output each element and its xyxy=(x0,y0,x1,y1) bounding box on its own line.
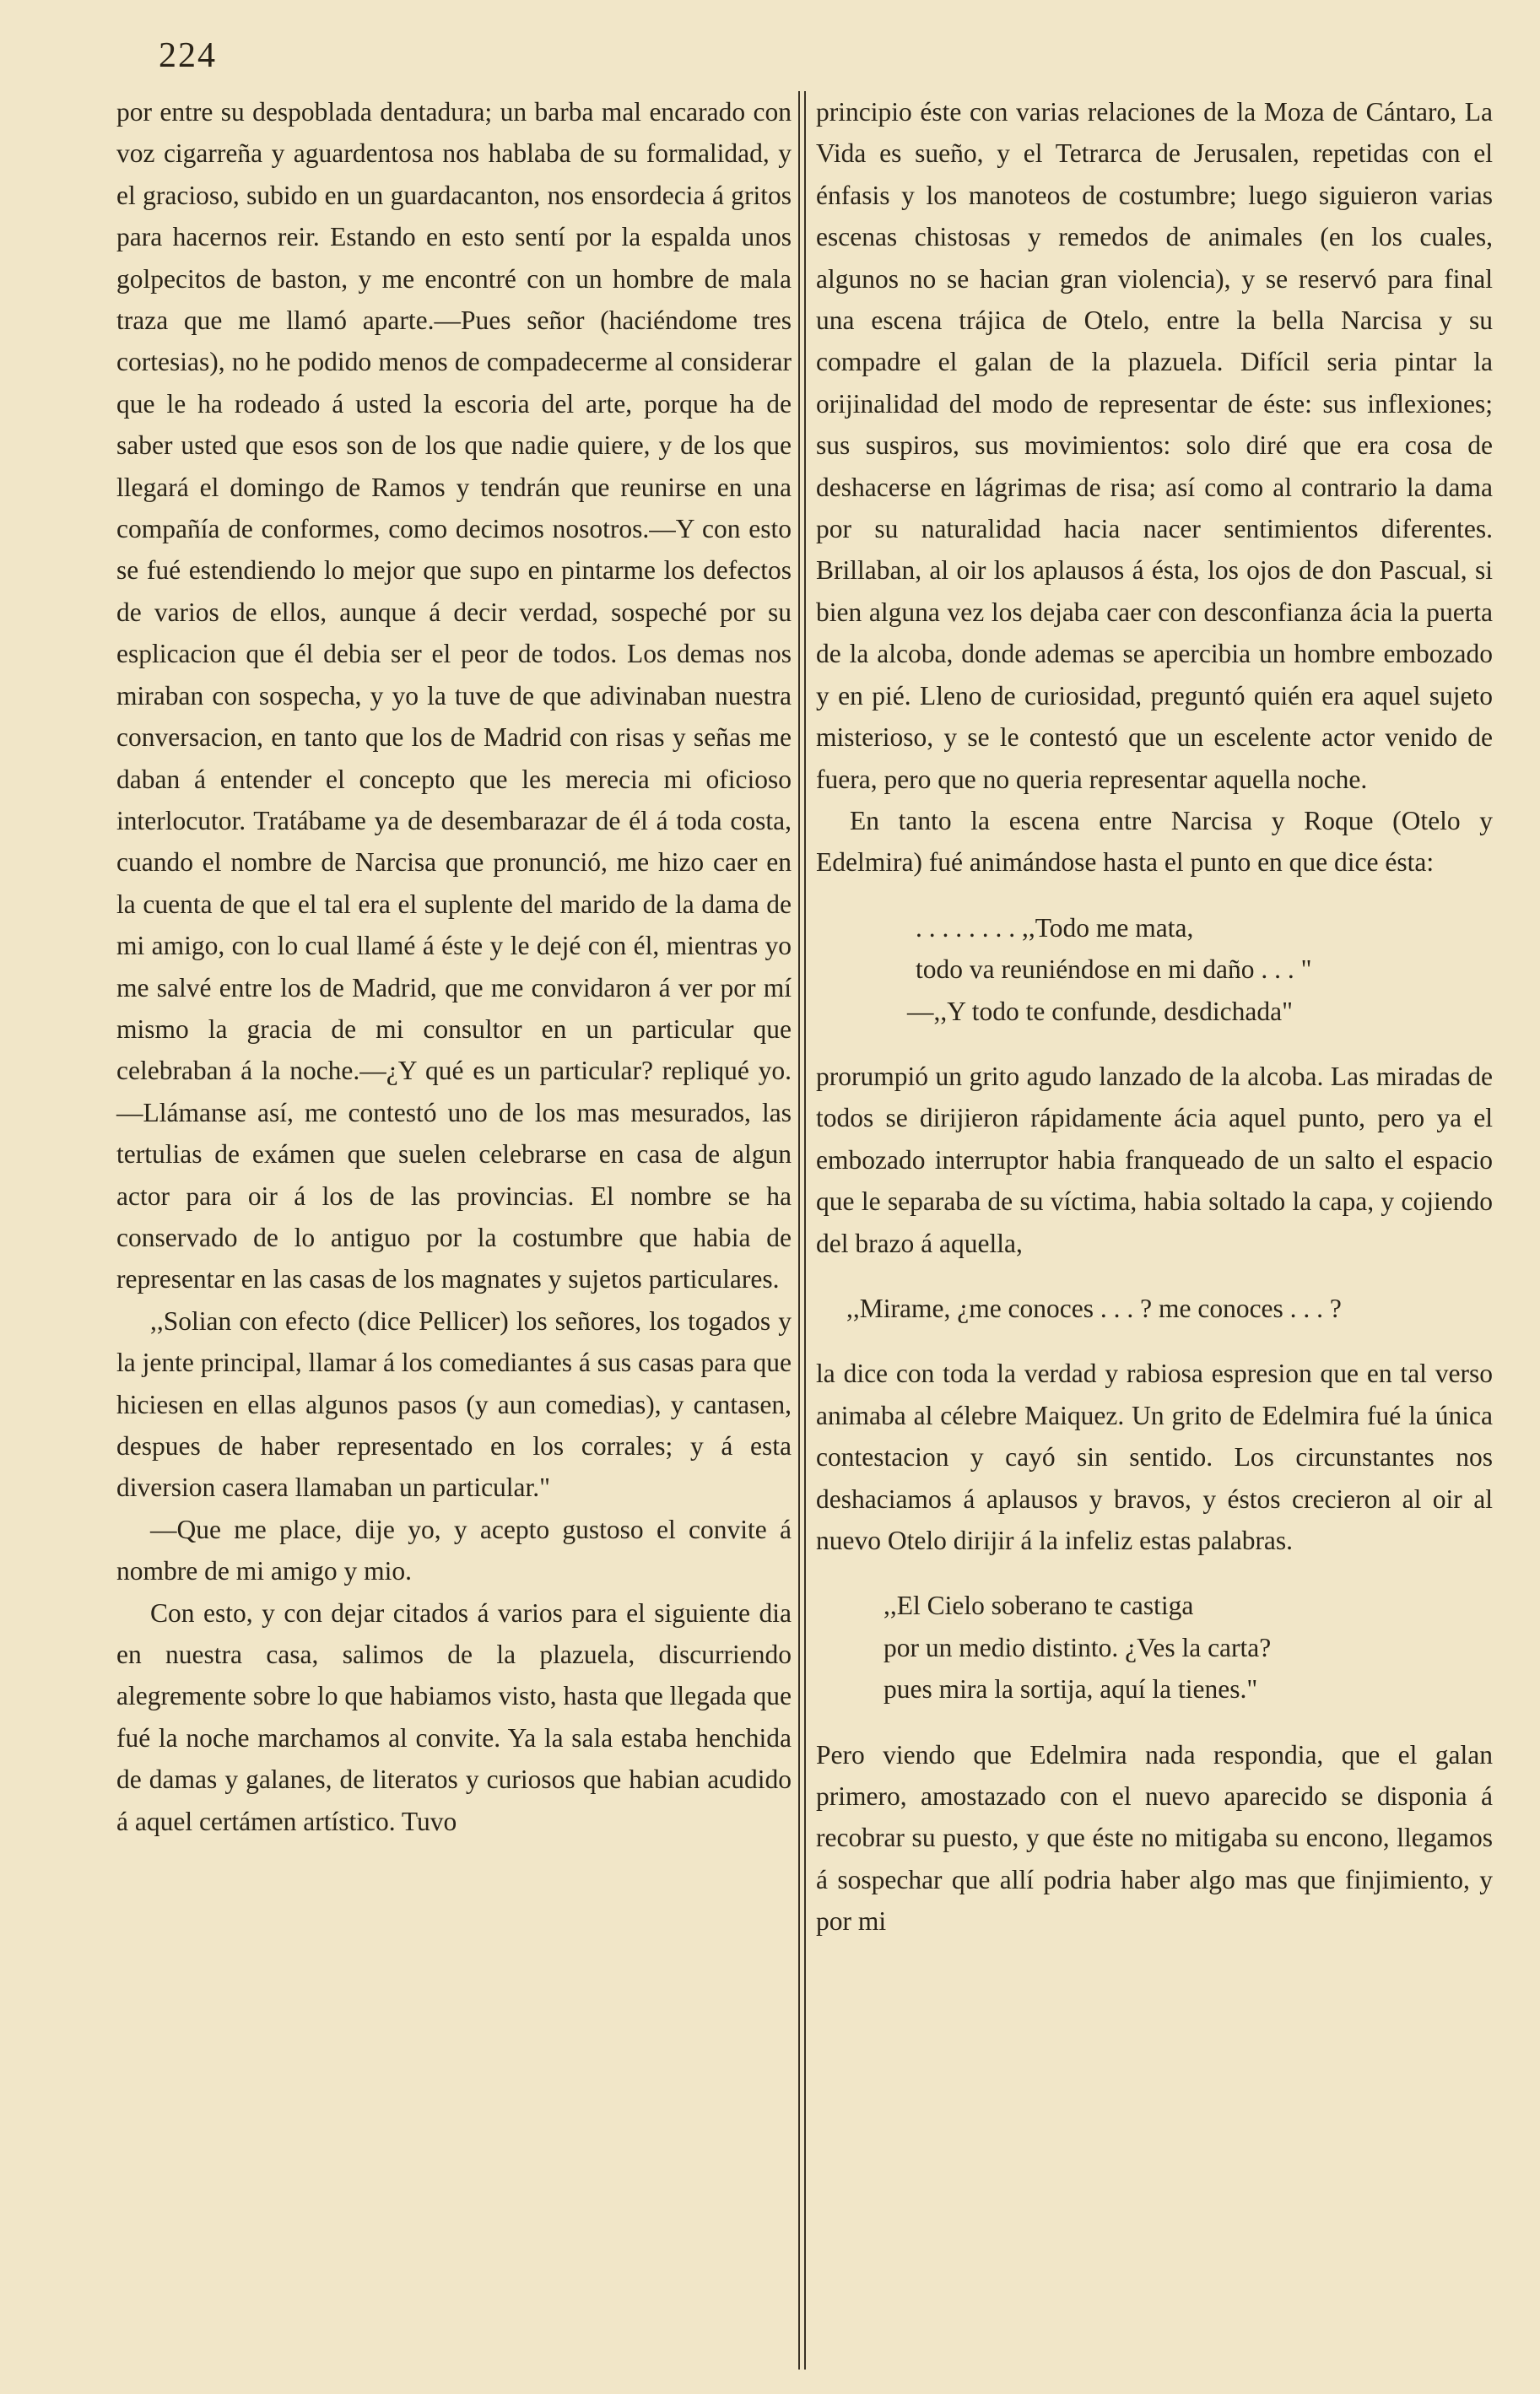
right-column xyxy=(816,91,1493,1943)
left-paragraph-3: —Que me place, dije yo, y acepto gustoso el convite á nombre de mi amigo y mio. xyxy=(116,1514,792,1586)
left-paragraph-2: ,,Solian con efecto (dice Pellicer) los señores, los togados y la jente principal, llamar á los comediantes á sus casas para que hiciesen en ellas algunos pasos (y aun comedias), y cantasen, despues de haber representado en los corrales; y á esta diversion casera llamaban un particular." xyxy=(116,1305,792,1503)
verse-line: ,,Mirame, ¿me conoces . . . ? me conoces . . . ? xyxy=(846,1293,1342,1323)
page-number: 224 xyxy=(159,36,217,75)
left-paragraph-1: por entre su despoblada dentadura; un barba mal encarado con voz cigarreña y aguardentosa nos hablaba de su formalidad, y el gracioso, subido en un guardacanton, nos ensordecia á gritos para hacernos reir. Estando en esto sentí por la espalda unos golpecitos de baston, y me encontré con un hombre de mala traza que me llamó aparte.—Pues señor (haciéndome tres cortesias), no he podido menos de compadecerme al considerar que le ha rodeado á usted la escoria del arte, porque ha de saber usted que esos son de los que nadie quiere, y de los que llegará el domingo de Ramos y tendrán que reunirse en una compañía de conformes, como decimos nosotros.—Y con esto se fué estendiendo lo mejor que supo en pintarme los defectos de varios de ellos, aunque á decir verdad, sospeché por su esplicacion que él debia ser el peor de todos. Los demas nos miraban con sospecha, y yo la tuve de que adivinaban nuestra conversacion, en tanto que los de Madrid con risas y señas me daban á entender el concepto que les merecia mi oficioso interlocutor. Tratábame ya de desembarazar de él á toda costa, cuando el nombre de Narcisa que pronunció, me hizo caer en la cuenta de que el tal era el suplente del marido de la dama de mi amigo, con lo cual llamé á éste y le dejé con él, mientras yo me salvé entre los de Madrid, que me convidaron á ver por mí mismo la gracia de mi consultor en un particular que celebraban á la noche.—¿Y qué es un particular? repliqué yo.—Llámanse así, me contestó uno de los mas mesurados, las tertulias de exámen que suelen celebrarse en casa de algun actor para oir á los de las provincias. El nombre se ha conservado de lo antiguo por la costumbre que habia de representar en las casas de los magnates y sujetos particulares. xyxy=(116,97,792,1294)
verse-line: ,,El Cielo soberano te castiga xyxy=(883,1591,1194,1621)
right-paragraph-2: En tanto la escena entre Narcisa y Roque (Otelo y Edelmira) fué animándose hasta el punto en que dice ésta: xyxy=(816,805,1493,878)
right-paragraph-3: prorumpió un grito agudo lanzado de la alcoba. Las miradas de todos se dirijieron rápidamente ácia aquel punto, pero ya el embozado interruptor habia franqueado de un salto el espacio que le separaba de su víctima, habia soltado la capa, y cojiendo del brazo á aquella, xyxy=(816,1061,1493,1258)
verse-line: —,,Y todo te confunde, desdichada" xyxy=(907,996,1293,1026)
verse-line: todo va reuniéndose en mi daño . . . " xyxy=(916,954,1312,985)
right-paragraph-4: la dice con toda la verdad y rabiosa espresion que en tal verso animaba al célebre Maiquez. Un grito de Edelmira fué la única contestacion y cayó sin sentido. Los circunstantes nos deshaciamos á aplausos y bravos, y éstos crecieron al oir al nuevo Otelo dirijir á la infeliz estas palabras. xyxy=(816,1359,1493,1555)
column-divider-left xyxy=(798,91,800,2370)
verse-line: por un medio distinto. ¿Ves la carta? xyxy=(883,1632,1272,1662)
left-column xyxy=(116,91,792,1842)
right-paragraph-1: principio éste con varias relaciones de la Moza de Cántaro, La Vida es sueño, y el Tetrarca de Jerusalen, repetidas con el énfasis y los manoteos de costumbre; luego siguieron varias escenas chistosas y remedos de animales (en los cuales, algunos no se hacian gran violencia), y se reservó para final una escena trájica de Otelo, entre la bella Narcisa y su compadre el galan de la plazuela. Difícil seria pintar la orijinalidad del modo de representar de éste: sus inflexiones; sus suspiros, sus movimientos: solo diré que era cosa de deshacerse en lágrimas de risa; así como al contrario la dama por su naturalidad hacia nacer sentimientos diferentes. Brillaban, al oir los aplausos á ésta, los ojos de don Pascual, si bien alguna vez los dejaba caer con desconfianza ácia la puerta de la alcoba, donde ademas se apercibia un hombre embozado y en pié. Lleno de curiosidad, preguntó quién era aquel sujeto misterioso, y se le contestó que un escelente actor venido de fuera, pero que no queria representar aquella noche. xyxy=(816,97,1493,794)
right-paragraph-5: Pero viendo que Edelmira nada respondia, que el galan primero, amostazado con el nuevo aparecido se disponia á recobrar su puesto, y que éste no mitigaba su encono, llegamos á sospechar que allí podria haber algo mas que finjimiento, y por mi xyxy=(816,1739,1493,1937)
verse-line: pues mira la sortija, aquí la tienes." xyxy=(883,1674,1258,1705)
verse-line: . . . . . . . . ,,Todo me mata, xyxy=(916,912,1194,943)
column-divider-right xyxy=(804,91,806,2370)
left-paragraph-4: Con esto, y con dejar citados á varios para el siguiente dia en nuestra casa, salimos de la plazuela, discurriendo alegremente sobre lo que habiamos visto, hasta que llegada que fué la noche marchamos al convite. Ya la sala estaba henchida de damas y galanes, de literatos y curiosos que habian acudido á aquel certámen artístico. Tuvo xyxy=(116,1597,792,1836)
verse-block-2 xyxy=(816,1288,1493,1329)
verse-block-3 xyxy=(816,1585,1493,1710)
verse-block-1 xyxy=(816,907,1493,1032)
